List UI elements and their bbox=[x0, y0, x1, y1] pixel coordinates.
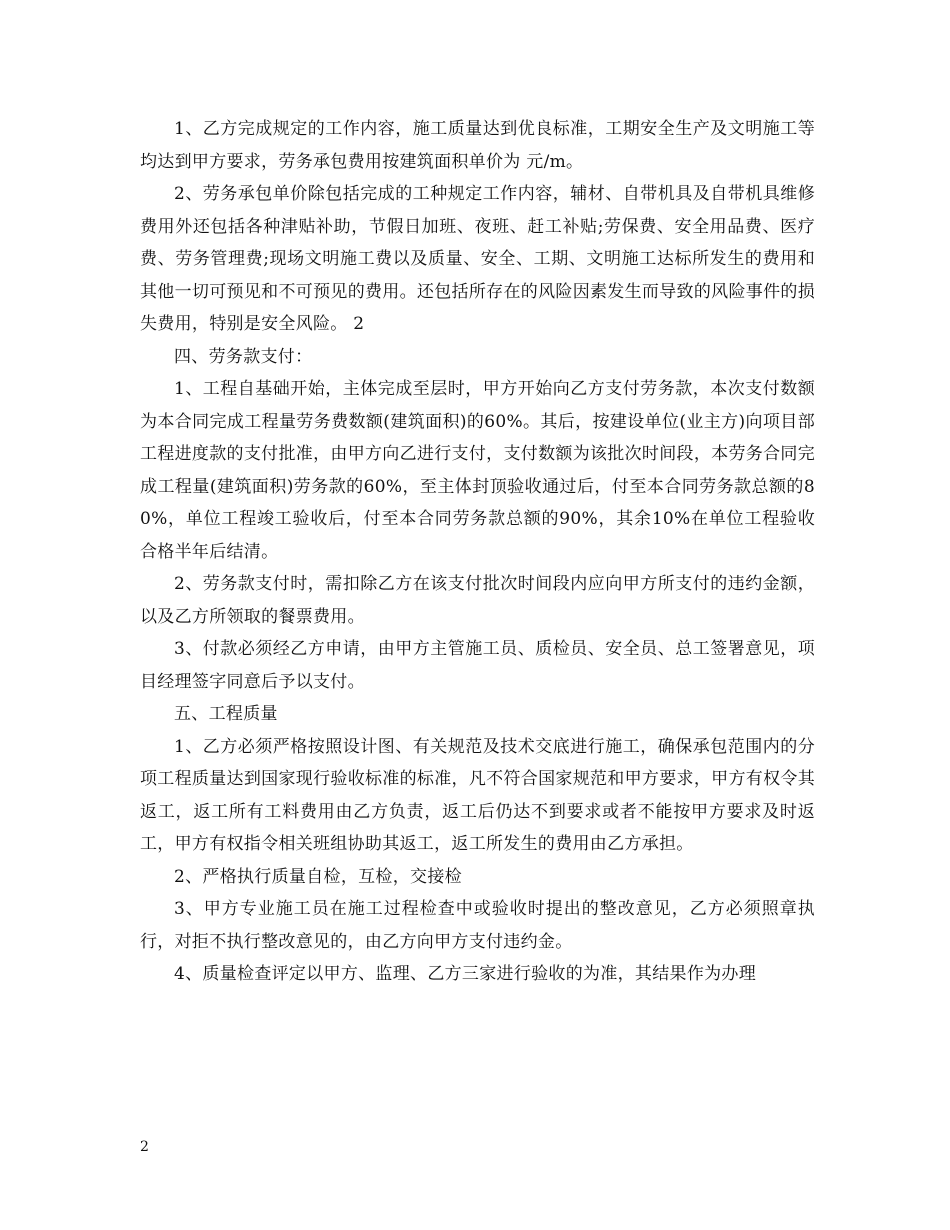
paragraph: 3、甲方专业施工员在施工过程检查中或验收时提出的整改意见，乙方必须照章执行，对拒不执行整改意见的，由乙方向甲方支付违约金。 bbox=[140, 899, 815, 952]
paragraph: 4、质量检查评定以甲方、监理、乙方三家进行验收的为准，其结果作为办理 bbox=[174, 964, 757, 984]
paragraph: 2、劳务承包单价除包括完成的工种规定工作内容，辅材、自带机具及自带机具维修费用外还包括各种津贴补助，节假日加班、夜班、赶工补贴;劳保费、安全用品费、医疗费、劳务管理费;现场文明施工费以及质量、安全、工期、文明施工达标所发生的费用和其他一切可预见和不可预见的费用。还包括所存在的风险因素发生而导致的风险事件的损失费用，特别是安全风险。 2 bbox=[140, 184, 815, 334]
paragraph: 1、乙方完成规定的工作内容，施工质量达到优良标准，工期安全生产及文明施工等均达到甲方要求，劳务承包费用按建筑面积单价为 元/m。 bbox=[140, 119, 815, 172]
paragraph: 2、严格执行质量自检，互检，交接检 bbox=[174, 866, 462, 887]
paragraph: 1、乙方必须严格按照设计图、有关规范及技术交底进行施工，确保承包范围内的分项工程质量达到国家现行验收标准的标准，凡不符合国家规范和甲方要求，甲方有权令其返工，返工所有工料费用由乙方负责，返工后仍达不到要求或者不能按甲方要求及时返工，甲方有权指令相关班组协助其返工，返工所发生的费用由乙方承担。 bbox=[140, 736, 815, 854]
section-heading: 四、劳务款支付： bbox=[174, 346, 313, 367]
document-body bbox=[140, 113, 815, 991]
paragraph: 2、劳务款支付时，需扣除乙方在该支付批次时间段内应向甲方所支付的违约金额，以及乙方所领取的餐票费用。 bbox=[140, 574, 815, 627]
section-heading: 五、工程质量 bbox=[174, 704, 278, 724]
paragraph: 3、付款必须经乙方申请，由甲方主管施工员、质检员、安全员、总工签署意见，项目经理签字同意后予以支付。 bbox=[140, 639, 815, 692]
paragraph: 1、工程自基础开始，主体完成至层时，甲方开始向乙方支付劳务款，本次支付数额为本合同完成工程量劳务费数额(建筑面积)的60%。其后，按建设单位(业主方)向项目部工程进度款的支付批准，由甲方向乙进行支付，支付数额为该批次时间段，本劳务合同完成工程量(建筑面积)劳务款的60%，至主体封顶验收通过后，付至本合同劳务款总额的80%，单位工程竣工验收后，付至本合同劳务款总额的90%，其余10%在单位工程验收合格半年后结清。 bbox=[140, 379, 815, 562]
page-number: 2 bbox=[140, 1139, 149, 1155]
